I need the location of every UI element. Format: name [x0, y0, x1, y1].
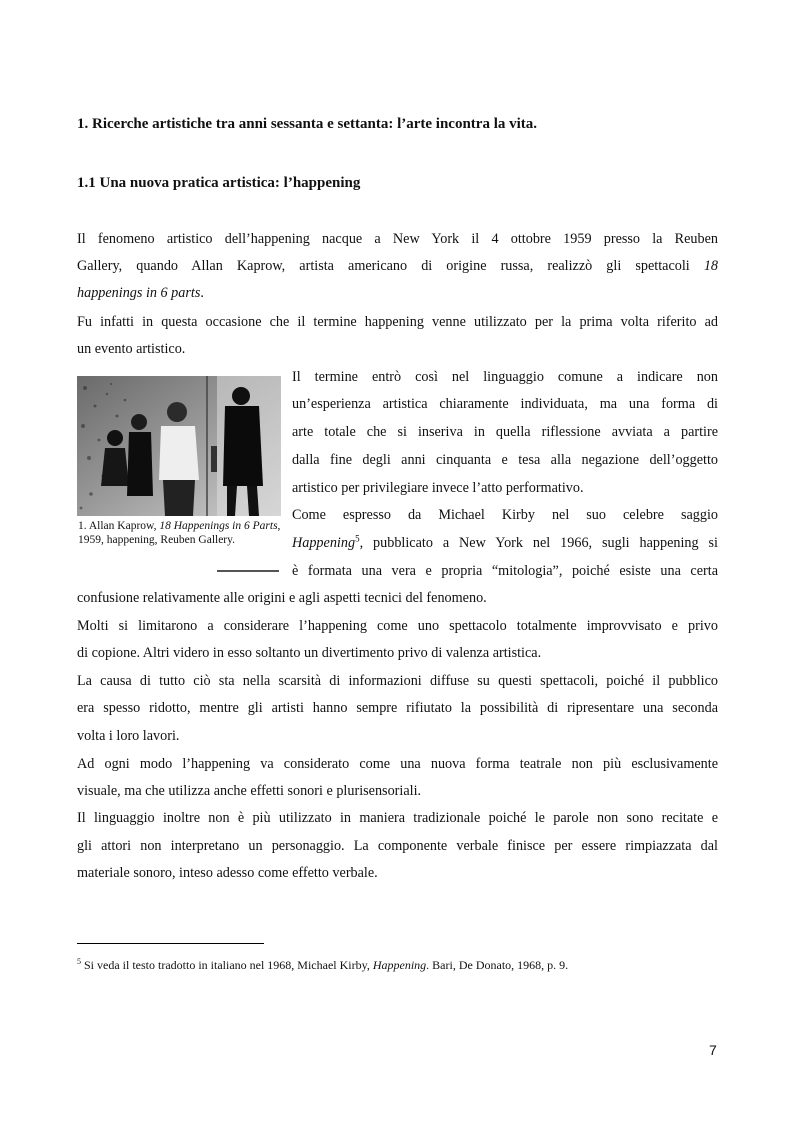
- paragraph-line: La causa di tutto ciò sta nella scarsità di informazioni diffuse su questi spettacoli, poiché il pubblico: [77, 673, 718, 689]
- paragraph-line: artistico per privilegiare invece l’atto performativo.: [292, 480, 584, 496]
- paragraph-line: Ad ogni modo l’happening va considerato come una nuova forma teatrale non più esclusivamente: [77, 756, 718, 772]
- paragraph-line: Il fenomeno artistico dell’happening nacque a New York il 4 ottobre 1959 presso la Reuben: [77, 231, 718, 247]
- paragraph-line: Fu infatti in questa occasione che il termine happening venne utilizzato per la prima volta riferito ad: [77, 314, 718, 330]
- paragraph-line: arte totale che si inseriva in quella riflessione avviata a partire: [292, 424, 718, 440]
- figure-divider: [217, 570, 279, 572]
- paragraph-line: era spesso ridotto, mentre gli artisti hanno sempre rifiutato la possibilità di ripresentare una seconda: [77, 700, 718, 716]
- footnote-ref[interactable]: 5: [355, 533, 360, 544]
- paragraph-line: gli attori non interpretano un personaggio. La componente verbale finisce per essere rimpiazzata dal: [77, 838, 718, 854]
- paragraph-line: Come espresso da Michael Kirby nel suo celebre saggio: [292, 507, 718, 523]
- section-heading: 1.1 Una nuova pratica artistica: l’happening: [77, 175, 361, 191]
- page-number: 7: [709, 1042, 717, 1058]
- paragraph-line: confusione relativamente alle origini e agli aspetti tecnici del fenomeno.: [77, 590, 487, 606]
- paragraph-line: visuale, ma che utilizza anche effetti sonori e plurisensoriali.: [77, 783, 422, 799]
- paragraph-line: di copione. Altri videro in esso soltanto un divertimento privo di valenza artistica.: [77, 645, 542, 661]
- footnote: $^5$ Si veda il testo tradotto in italiano nel 1968, Michael Kirby, Happening. Bari, De Donato, 1968, p. 9.: [77, 957, 569, 972]
- paragraph-line: Il linguaggio inoltre non è più utilizzato in maniera tradizionale poiché le parole non sono recitate e: [77, 810, 718, 826]
- paragraph-line: Il termine entrò così nel linguaggio comune a indicare non: [292, 369, 718, 385]
- paragraph-line: un’esperienza artistica chiaramente individuata, ma una forma di: [292, 396, 718, 412]
- paragraph-line: Happening$^5$, pubblicato a New York nel 1966, sugli happening si: [292, 533, 718, 551]
- figure-kaprow-photo: [77, 376, 281, 572]
- paragraph-line: Molti si limitarono a considerare l’happening come uno spettacolo totalmente improvvisato e privo: [77, 618, 718, 634]
- happening-photo: [77, 376, 281, 516]
- paragraph-line: dalla fine degli anni cinquanta e tesa alla negazione dell’oggetto: [292, 452, 718, 468]
- footnote-separator: [77, 943, 264, 944]
- paragraph-line: è formata una vera e propria “mitologia”, poiché esiste una certa: [292, 563, 718, 579]
- paragraph-line: volta i loro lavori.: [77, 728, 180, 744]
- paragraph-line: un evento artistico.: [77, 341, 186, 357]
- paragraph-line: happenings in 6 parts.: [77, 285, 204, 301]
- figure-caption: 1. Allan Kaprow, 18 Happenings in 6 Parts, 1959, happening, Reuben Gallery.: [78, 520, 281, 546]
- paragraph-line: Gallery, quando Allan Kaprow, artista americano di origine russa, realizzò gli spettacoli 18: [77, 258, 718, 274]
- chapter-heading: 1. Ricerche artistiche tra anni sessanta e settanta: l’arte incontra la vita.: [77, 116, 538, 132]
- paragraph-line: materiale sonoro, inteso adesso come effetto verbale.: [77, 865, 378, 881]
